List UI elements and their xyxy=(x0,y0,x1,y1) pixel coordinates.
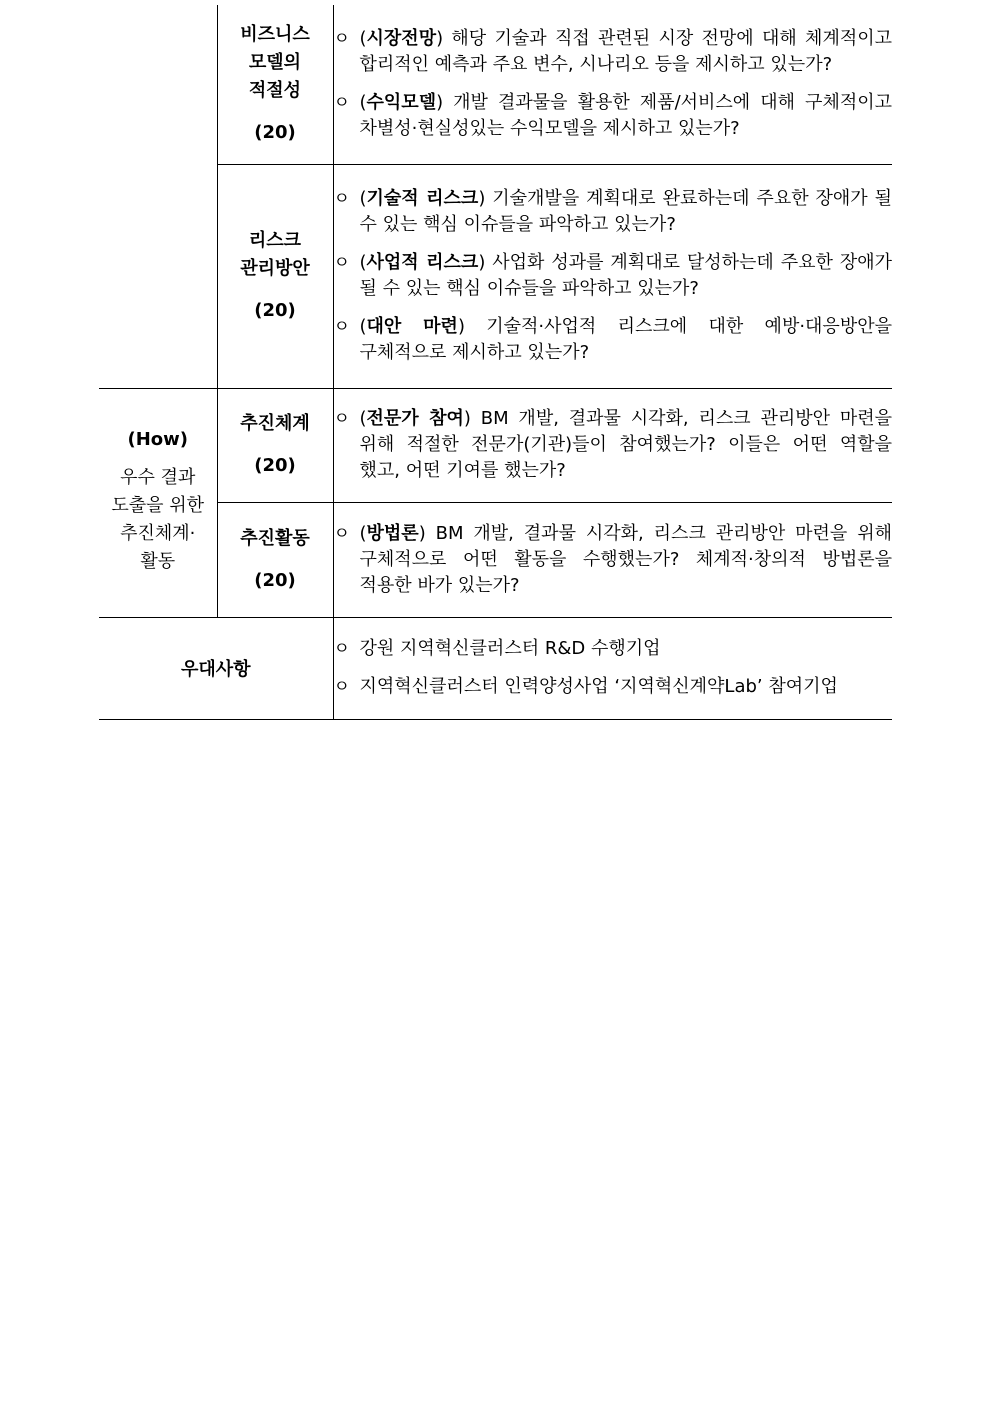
bullet-keyword: 수익모델 xyxy=(366,92,437,114)
bullet-text: 해당 기술과 직접 관련된 시장 전망에 대해 체계적이고 합리적인 예측과 주요 변수, 시나리오 등을 제시하고 있는가? xyxy=(359,28,892,76)
criterion-detail-promotion-activity xyxy=(333,502,892,617)
criterion-name: 추진활동 xyxy=(240,527,310,549)
row-business-model xyxy=(99,5,892,164)
category-how xyxy=(99,388,217,617)
evaluation-criteria-table xyxy=(99,5,892,720)
preference-item xyxy=(334,674,893,700)
circle-bullet-icon: ㅇ xyxy=(333,677,350,697)
category-desc-line: 우수 결과 xyxy=(120,467,196,488)
bullet-item: ㅇ (대안 마련) 기술적·사업적 리스크에 대한 예방·대응방안을 구체적으로 제시하고 있는가? xyxy=(333,316,892,363)
bullet-item: ㅇ (시장전망) 해당 기술과 직접 관련된 시장 전망에 대해 체계적이고 합리적인 예측과 주요 변수, 시나리오 등을 제시하고 있는가? xyxy=(333,28,892,76)
circle-bullet-icon: ㅇ xyxy=(333,639,350,659)
bullet-text: BM 개발, 결과물 시각화, 리스크 관리방안 마련을 위해 구체적으로 어떤 활동을 수행했는가? 체계적·창의적 방법론을 적용한 바가 있는가? xyxy=(359,522,892,596)
criterion-business-model xyxy=(217,5,333,164)
criterion-risk-management xyxy=(217,164,333,388)
category-title: (How) xyxy=(127,429,188,450)
bullet-text: BM 개발, 결과물 시각화, 리스크 관리방안 마련을 위해 적절한 전문가(기관)들이 참여했는가? 이들은 어떤 역할을 했고, 어떤 기여를 했는가? xyxy=(359,408,892,481)
circle-bullet-icon: ㅇ xyxy=(333,189,350,209)
preference-item-text: 강원 지역혁신클러스터 R&D 수행기업 xyxy=(359,638,661,659)
bullet-item: ㅇ (방법론) BM 개발, 결과물 시각화, 리스크 관리방안 마련을 위해 구체적으로 어떤 활동을 수행했는가? 체계적·창의적 방법론을 적용한 바가 있는가? xyxy=(333,522,892,596)
circle-bullet-icon: ㅇ xyxy=(333,29,350,50)
bullet-item: ㅇ (전문가 참여) BM 개발, 결과물 시각화, 리스크 관리방안 마련을 위해 적절한 전문가(기관)들이 참여했는가? 이들은 어떤 역할을 했고, 어떤 기여를 했는가? xyxy=(333,408,892,481)
bullet-item: ㅇ (수익모델) 개발 결과물을 활용한 제품/서비스에 대해 구체적이고 차별성·현실성있는 수익모델을 제시하고 있는가? xyxy=(333,92,892,140)
criterion-detail-business-model xyxy=(333,5,892,164)
bullet-text: 개발 결과물을 활용한 제품/서비스에 대해 구체적이고 차별성·현실성있는 수익모델을 제시하고 있는가? xyxy=(359,92,892,140)
criterion-name: 추진체계 xyxy=(240,413,310,434)
criterion-score: (20) xyxy=(254,122,296,144)
bullet-keyword: 대안 마련 xyxy=(366,316,458,337)
bullet-text: 기술적·사업적 리스크에 대한 예방·대응방안을 구체적으로 제시하고 있는가? xyxy=(359,316,892,363)
criterion-name-line: 적절성 xyxy=(248,80,302,102)
criterion-name-line: 리스크 xyxy=(248,230,302,251)
criterion-detail-promotion-system xyxy=(333,388,892,502)
bullet-text: 기술개발을 계획대로 완료하는데 주요한 장애가 될 수 있는 핵심 이슈들을 파악하고 있는가? xyxy=(359,188,892,235)
circle-bullet-icon: ㅇ xyxy=(333,317,350,337)
category-desc-line: 도출을 위한 xyxy=(111,495,205,516)
bullet-keyword: 시장전망 xyxy=(366,28,437,50)
criterion-name-line: 관리방안 xyxy=(240,258,310,279)
row-promotion-system xyxy=(99,388,892,502)
circle-bullet-icon: ㅇ xyxy=(333,409,350,429)
row-risk-management xyxy=(99,164,892,388)
criterion-score: (20) xyxy=(254,455,296,476)
bullet-keyword: 사업적 리스크 xyxy=(366,252,479,273)
category-desc-line: 활동 xyxy=(140,551,176,572)
criterion-name-line: 모델의 xyxy=(248,52,302,74)
bullet-item: ㅇ (기술적 리스크) 기술개발을 계획대로 완료하는데 주요한 장애가 될 수 있는 핵심 이슈들을 파악하고 있는가? xyxy=(333,188,892,235)
category-cell-empty xyxy=(99,5,217,388)
criterion-promotion-activity xyxy=(217,502,333,617)
preference-label: 우대사항 xyxy=(99,617,333,719)
criterion-promotion-system xyxy=(217,388,333,502)
circle-bullet-icon: ㅇ xyxy=(333,523,350,544)
bullet-text: 사업화 성과를 계획대로 달성하는데 주요한 장애가 될 수 있는 핵심 이슈들을 파악하고 있는가? xyxy=(359,252,892,299)
criterion-score: (20) xyxy=(254,300,296,321)
preference-item xyxy=(334,636,893,662)
category-desc-line: 추진체계· xyxy=(120,523,196,544)
row-preference xyxy=(99,617,892,719)
row-promotion-activity xyxy=(99,502,892,617)
preference-detail xyxy=(333,617,892,719)
bullet-keyword: 기술적 리스크 xyxy=(366,188,479,209)
criterion-name-line: 비즈니스 xyxy=(240,24,310,46)
circle-bullet-icon: ㅇ xyxy=(333,253,350,273)
criterion-detail-risk-management xyxy=(333,164,892,388)
preference-item-text: 지역혁신클러스터 인력양성사업 ‘지역혁신계약Lab’ 참여기업 xyxy=(359,676,838,697)
bullet-item: ㅇ (사업적 리스크) 사업화 성과를 계획대로 달성하는데 주요한 장애가 될 수 있는 핵심 이슈들을 파악하고 있는가? xyxy=(333,252,892,299)
criterion-score: (20) xyxy=(254,569,296,591)
circle-bullet-icon: ㅇ xyxy=(333,93,350,114)
bullet-keyword: 전문가 참여 xyxy=(366,408,464,429)
bullet-keyword: 방법론 xyxy=(366,522,419,544)
